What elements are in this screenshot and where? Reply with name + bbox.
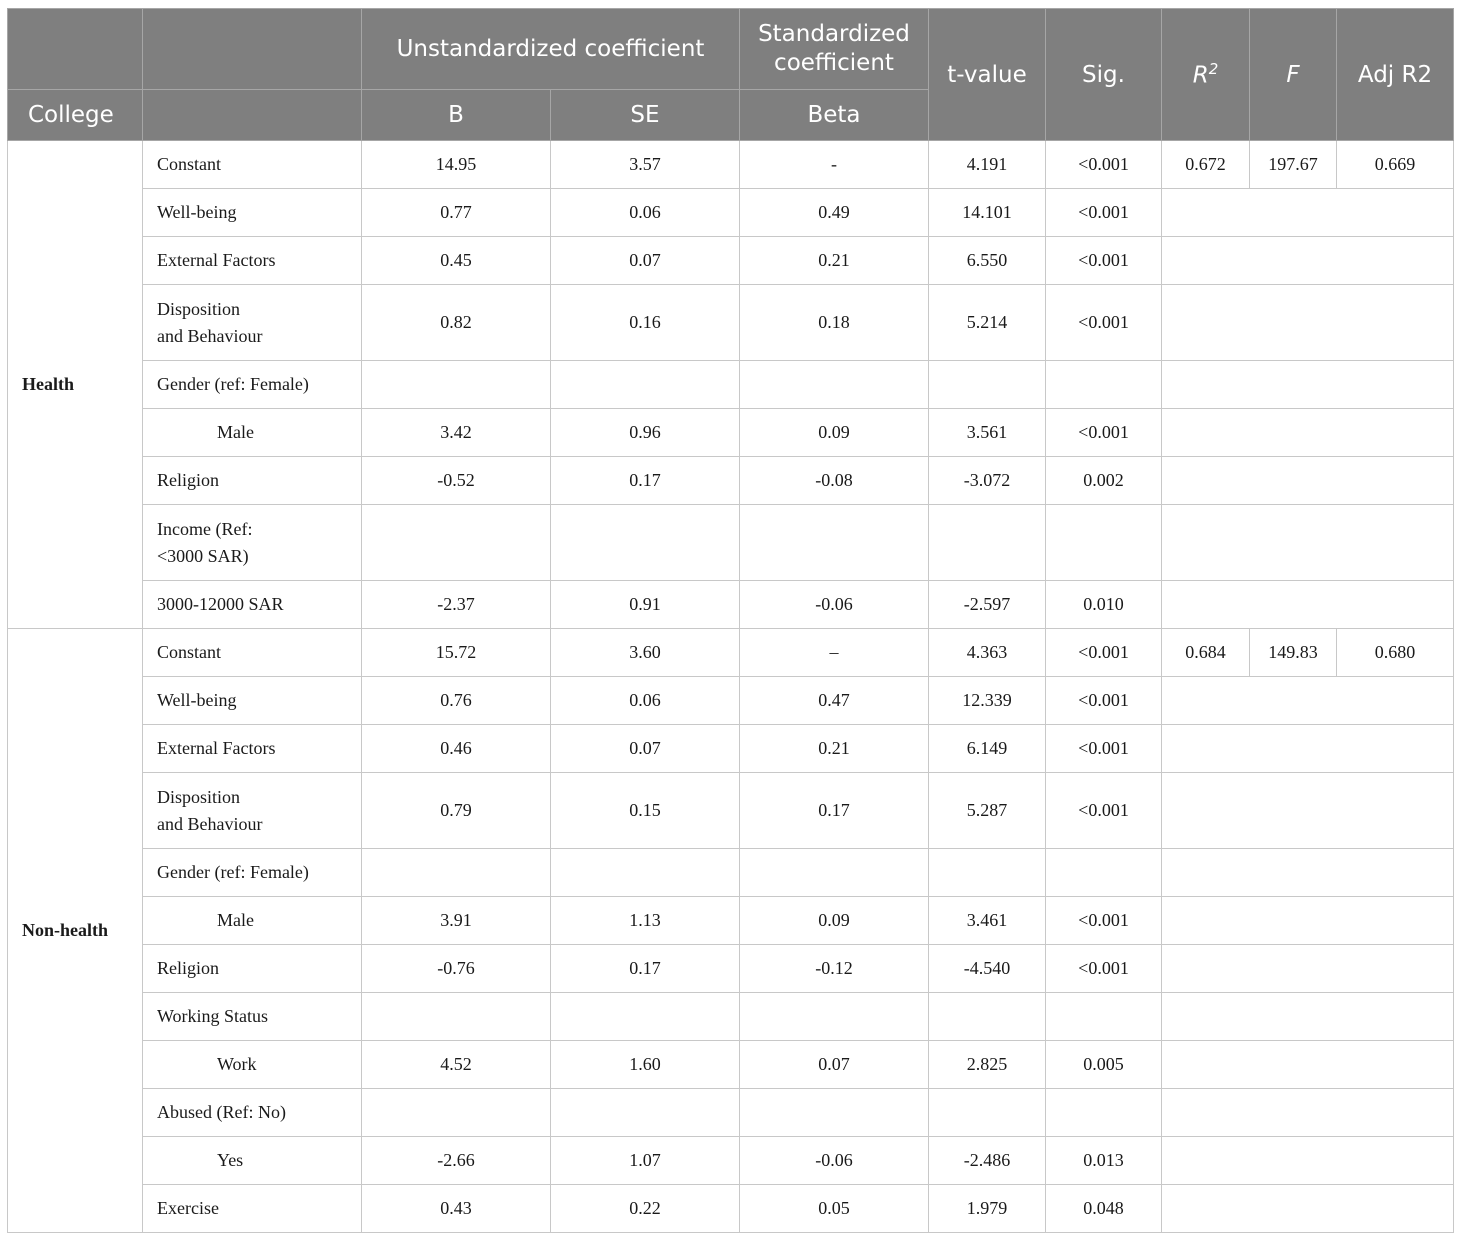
sig-cell: 0.013 — [1046, 1137, 1162, 1185]
variable-cell: Well-being — [143, 189, 362, 237]
model-fit-empty — [1162, 1137, 1454, 1185]
variable-label-line1: Disposition — [157, 786, 241, 807]
sig-cell: <0.001 — [1046, 285, 1162, 361]
sig-cell — [1046, 1089, 1162, 1137]
model-fit-empty — [1162, 849, 1454, 897]
se-cell: 0.17 — [551, 457, 740, 505]
t-cell: 5.214 — [929, 285, 1046, 361]
beta-cell: 0.47 — [740, 677, 929, 725]
variable-label-line2: <3000 SAR) — [157, 545, 249, 566]
f-cell: 149.83 — [1250, 629, 1337, 677]
college-cell-non-health: Non-health — [8, 629, 143, 1233]
se-cell: 1.13 — [551, 897, 740, 945]
t-cell — [929, 1089, 1046, 1137]
b-cell: -0.52 — [362, 457, 551, 505]
header-t-value: t-value — [929, 9, 1046, 141]
model-fit-empty — [1162, 285, 1454, 361]
model-fit-empty — [1162, 237, 1454, 285]
b-cell: 4.52 — [362, 1041, 551, 1089]
t-cell: 4.363 — [929, 629, 1046, 677]
beta-cell — [740, 849, 929, 897]
t-cell: -3.072 — [929, 457, 1046, 505]
model-fit-empty — [1162, 897, 1454, 945]
t-cell — [929, 505, 1046, 581]
table-row — [8, 581, 1454, 629]
se-cell: 1.07 — [551, 1137, 740, 1185]
table-row — [8, 457, 1454, 505]
variable-cell: Male — [143, 897, 362, 945]
t-cell: 5.287 — [929, 773, 1046, 849]
header-blank-variable — [143, 9, 362, 90]
se-cell: 3.57 — [551, 141, 740, 189]
se-cell — [551, 361, 740, 409]
t-cell: -2.597 — [929, 581, 1046, 629]
t-cell: -2.486 — [929, 1137, 1046, 1185]
beta-cell: 0.49 — [740, 189, 929, 237]
b-cell: 3.91 — [362, 897, 551, 945]
beta-cell: 0.21 — [740, 725, 929, 773]
table-row — [8, 677, 1454, 725]
beta-cell: -0.06 — [740, 1137, 929, 1185]
variable-cell — [143, 505, 362, 581]
table-body — [8, 141, 1454, 1233]
variable-label-line1: Income (Ref: — [157, 518, 253, 539]
t-cell — [929, 993, 1046, 1041]
variable-cell: Work — [143, 1041, 362, 1089]
se-cell — [551, 849, 740, 897]
header-adj-r2: Adj R2 — [1337, 9, 1454, 141]
table-row — [8, 409, 1454, 457]
variable-cell: External Factors — [143, 725, 362, 773]
variable-cell: Gender (ref: Female) — [143, 361, 362, 409]
b-cell: 0.77 — [362, 189, 551, 237]
beta-cell — [740, 361, 929, 409]
variable-cell: Religion — [143, 945, 362, 993]
t-cell: 1.979 — [929, 1185, 1046, 1233]
b-cell: 0.79 — [362, 773, 551, 849]
model-fit-empty — [1162, 773, 1454, 849]
header-unstandardized: Unstandardized coefficient — [362, 9, 740, 90]
header-r2 — [1162, 9, 1250, 141]
se-cell: 0.15 — [551, 773, 740, 849]
sig-cell: <0.001 — [1046, 945, 1162, 993]
variable-label-line2: and Behaviour — [157, 813, 263, 834]
header-b: B — [362, 90, 551, 141]
model-fit-empty — [1162, 581, 1454, 629]
variable-cell: Constant — [143, 141, 362, 189]
sig-cell: <0.001 — [1046, 677, 1162, 725]
header-standardized: Standardized coefficient — [740, 9, 929, 90]
table-row — [8, 897, 1454, 945]
b-cell — [362, 993, 551, 1041]
table-container — [7, 8, 1454, 1233]
t-cell: 3.561 — [929, 409, 1046, 457]
beta-cell: 0.07 — [740, 1041, 929, 1089]
se-cell: 0.96 — [551, 409, 740, 457]
se-cell: 0.07 — [551, 237, 740, 285]
table-row — [8, 773, 1454, 849]
header-sig: Sig. — [1046, 9, 1162, 141]
sig-cell: <0.001 — [1046, 629, 1162, 677]
model-fit-empty — [1162, 993, 1454, 1041]
variable-cell: Gender (ref: Female) — [143, 849, 362, 897]
table-row — [8, 285, 1454, 361]
sig-cell: 0.002 — [1046, 457, 1162, 505]
variable-cell: Male — [143, 409, 362, 457]
b-cell — [362, 849, 551, 897]
model-fit-empty — [1162, 361, 1454, 409]
table-row — [8, 629, 1454, 677]
adj-r2-cell: 0.680 — [1337, 629, 1454, 677]
b-cell: -2.66 — [362, 1137, 551, 1185]
model-fit-empty — [1162, 1089, 1454, 1137]
model-fit-empty — [1162, 1041, 1454, 1089]
table-header — [8, 9, 1454, 141]
beta-cell: - — [740, 141, 929, 189]
sig-cell: <0.001 — [1046, 237, 1162, 285]
table-row — [8, 189, 1454, 237]
sig-cell: <0.001 — [1046, 189, 1162, 237]
se-cell — [551, 993, 740, 1041]
t-cell — [929, 361, 1046, 409]
b-cell: 14.95 — [362, 141, 551, 189]
variable-cell: Yes — [143, 1137, 362, 1185]
table-row — [8, 993, 1454, 1041]
t-cell: 4.191 — [929, 141, 1046, 189]
sig-cell: <0.001 — [1046, 773, 1162, 849]
sig-cell: 0.005 — [1046, 1041, 1162, 1089]
se-cell: 3.60 — [551, 629, 740, 677]
b-cell: 0.46 — [362, 725, 551, 773]
table-row — [8, 1089, 1454, 1137]
se-cell: 0.17 — [551, 945, 740, 993]
college-cell-health: Health — [8, 141, 143, 629]
model-fit-empty — [1162, 1185, 1454, 1233]
sig-cell: 0.048 — [1046, 1185, 1162, 1233]
se-cell: 0.16 — [551, 285, 740, 361]
table-row — [8, 505, 1454, 581]
model-fit-empty — [1162, 945, 1454, 993]
table-row — [8, 237, 1454, 285]
beta-cell: 0.09 — [740, 897, 929, 945]
b-cell: -0.76 — [362, 945, 551, 993]
variable-label-line2: and Behaviour — [157, 325, 263, 346]
b-cell: 0.82 — [362, 285, 551, 361]
t-cell: -4.540 — [929, 945, 1046, 993]
se-cell: 1.60 — [551, 1041, 740, 1089]
model-fit-empty — [1162, 457, 1454, 505]
table-row — [8, 849, 1454, 897]
beta-cell: -0.06 — [740, 581, 929, 629]
adj-r2-cell: 0.669 — [1337, 141, 1454, 189]
sig-cell — [1046, 361, 1162, 409]
b-cell: 0.76 — [362, 677, 551, 725]
sig-cell — [1046, 505, 1162, 581]
table-row — [8, 141, 1454, 189]
sig-cell — [1046, 993, 1162, 1041]
beta-cell: – — [740, 629, 929, 677]
table-row — [8, 361, 1454, 409]
b-cell: 15.72 — [362, 629, 551, 677]
beta-cell — [740, 993, 929, 1041]
se-cell: 0.07 — [551, 725, 740, 773]
sig-cell: <0.001 — [1046, 897, 1162, 945]
beta-cell: 0.18 — [740, 285, 929, 361]
variable-label-line1: Disposition — [157, 298, 241, 319]
table-row — [8, 1041, 1454, 1089]
variable-cell: Religion — [143, 457, 362, 505]
regression-table — [7, 8, 1454, 1233]
t-cell — [929, 849, 1046, 897]
variable-cell: 3000-12000 SAR — [143, 581, 362, 629]
t-cell: 6.550 — [929, 237, 1046, 285]
variable-cell: External Factors — [143, 237, 362, 285]
t-cell: 12.339 — [929, 677, 1046, 725]
b-cell: 0.45 — [362, 237, 551, 285]
table-row — [8, 725, 1454, 773]
t-cell: 14.101 — [929, 189, 1046, 237]
header-r2-base: R — [1192, 62, 1209, 89]
beta-cell: 0.17 — [740, 773, 929, 849]
beta-cell: -0.08 — [740, 457, 929, 505]
beta-cell: 0.09 — [740, 409, 929, 457]
header-f-label: F — [1286, 61, 1300, 88]
se-cell: 0.22 — [551, 1185, 740, 1233]
se-cell — [551, 505, 740, 581]
sig-cell: 0.010 — [1046, 581, 1162, 629]
b-cell: 3.42 — [362, 409, 551, 457]
header-college: College — [8, 90, 143, 141]
b-cell — [362, 505, 551, 581]
header-f — [1250, 9, 1337, 141]
b-cell: -2.37 — [362, 581, 551, 629]
variable-cell: Working Status — [143, 993, 362, 1041]
b-cell — [362, 1089, 551, 1137]
header-blank-variable-2 — [143, 90, 362, 141]
sig-cell: <0.001 — [1046, 725, 1162, 773]
variable-cell — [143, 285, 362, 361]
se-cell — [551, 1089, 740, 1137]
model-fit-empty — [1162, 725, 1454, 773]
se-cell: 0.06 — [551, 189, 740, 237]
se-cell: 0.06 — [551, 677, 740, 725]
t-cell: 2.825 — [929, 1041, 1046, 1089]
r2-cell: 0.684 — [1162, 629, 1250, 677]
model-fit-empty — [1162, 505, 1454, 581]
model-fit-empty — [1162, 409, 1454, 457]
variable-cell — [143, 773, 362, 849]
header-beta: Beta — [740, 90, 929, 141]
b-cell: 0.43 — [362, 1185, 551, 1233]
beta-cell: 0.21 — [740, 237, 929, 285]
se-cell: 0.91 — [551, 581, 740, 629]
model-fit-empty — [1162, 189, 1454, 237]
beta-cell — [740, 505, 929, 581]
sig-cell — [1046, 849, 1162, 897]
r2-cell: 0.672 — [1162, 141, 1250, 189]
variable-cell: Abused (Ref: No) — [143, 1089, 362, 1137]
header-r2-sup: 2 — [1208, 60, 1219, 79]
b-cell — [362, 361, 551, 409]
table-row — [8, 945, 1454, 993]
variable-cell: Exercise — [143, 1185, 362, 1233]
t-cell: 6.149 — [929, 725, 1046, 773]
t-cell: 3.461 — [929, 897, 1046, 945]
header-se: SE — [551, 90, 740, 141]
beta-cell: -0.12 — [740, 945, 929, 993]
variable-cell: Well-being — [143, 677, 362, 725]
beta-cell — [740, 1089, 929, 1137]
model-fit-empty — [1162, 677, 1454, 725]
table-row — [8, 1137, 1454, 1185]
beta-cell: 0.05 — [740, 1185, 929, 1233]
header-blank-college — [8, 9, 143, 90]
variable-cell: Constant — [143, 629, 362, 677]
table-row — [8, 1185, 1454, 1233]
f-cell: 197.67 — [1250, 141, 1337, 189]
sig-cell: <0.001 — [1046, 409, 1162, 457]
sig-cell: <0.001 — [1046, 141, 1162, 189]
